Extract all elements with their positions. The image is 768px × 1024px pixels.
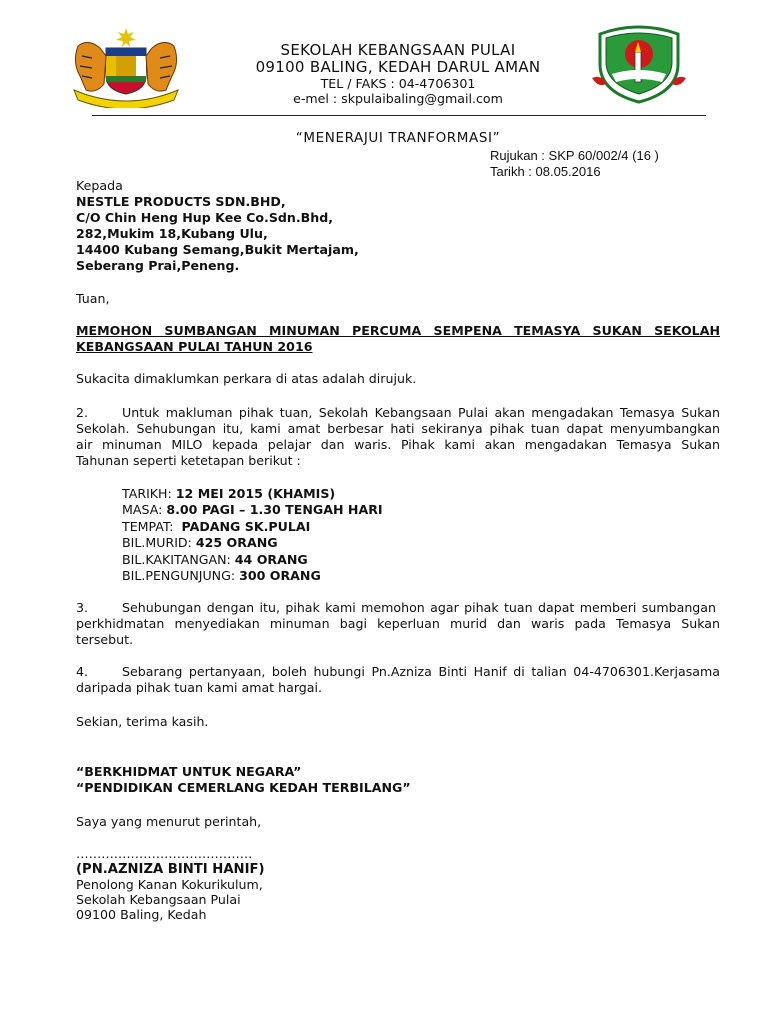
school-telephone: TEL / FAKS : 04-4706301 [320,76,476,91]
signatory-name: (PN.AZNIZA BINTI HANIF) [76,862,265,877]
school-address: 09100 BALING, KEDAH DARUL AMAN [255,58,541,76]
detail-label: TARIKH: [122,486,176,501]
school-email: e-mel : skpulaibaling@gmail.com [293,91,503,106]
signature-line: …………………………………… [76,846,253,861]
detail-label: TEMPAT: [122,518,182,534]
reference-number: Rujukan : SKP 60/002/4 (16 ) [490,148,659,163]
detail-label: BIL.KAKITANGAN: [122,551,235,567]
slogan: “BERKHIDMAT UNTUK NEGARA” [76,764,302,779]
salutation: Tuan, [76,291,110,306]
detail-row [122,568,383,584]
detail-value: PADANG SK.PULAI [181,518,311,534]
paragraph-line: Untuk makluman pihak tuan, Sekolah Kebangsaan Pulai akan mengadakan Temasya Sukan [122,405,720,420]
subject-line: MEMOHON SUMBANGAN MINUMAN PERCUMA SEMPENA TEMASYA SUKAN SEKOLAH [76,323,720,338]
signatory-school: Sekolah Kebangsaan Pulai [76,892,241,907]
school-badge-logo [590,22,688,106]
detail-row [122,552,383,568]
signatory-position: Penolong Kanan Kokurikulum, [76,877,263,892]
recipient-line: 14400 Kubang Semang,Bukit Mertajam, [76,242,359,257]
paragraph-line: tersebut. [76,632,134,647]
paragraph-number: 3. [76,600,89,615]
paragraph-number: 2. [76,405,89,420]
event-details [122,486,383,584]
paragraph-line: daripada pihak tuan kami amat hargai. [76,680,322,695]
detail-value: 8.00 PAGI – 1.30 TENGAH HARI [166,502,383,518]
letterhead-divider [92,115,706,116]
motto-heading: “MENERAJUI TRANFORMASI” [295,130,501,146]
paragraph-line: Sekolah. Sehubungan itu, kami amat berbesar hati sekiranya pihak tuan dapat menyumbangkan [76,421,720,436]
malaysia-coat-of-arms-logo [70,26,182,108]
kepada-label: Kepada [76,178,123,193]
detail-value: 44 ORANG [234,551,308,567]
recipient-line: 282,Mukim 18,Kubang Ulu, [76,226,268,241]
letter-date: Tarikh : 08.05.2016 [490,164,601,179]
detail-value: 12 MEI 2015 (KHAMIS) [175,486,336,501]
detail-label: BIL.PENGUNJUNG: [122,568,240,584]
slogan: “PENDIDIKAN CEMERLANG KEDAH TERBILANG” [76,780,411,795]
paragraph-line: Tahunan seperti ketetapan berikut : [76,453,301,468]
detail-value: 425 ORANG [195,535,278,551]
closing-line: Sekian, terima kasih. [76,714,209,729]
subject-line: KEBANGSAAN PULAI TAHUN 2016 [76,339,313,354]
opening-paragraph: Sukacita dimaklumkan perkara di atas adalah dirujuk. [76,371,417,386]
school-name: SEKOLAH KEBANGSAAN PULAI [280,41,516,59]
paragraph-line: air minuman MILO kepada pelajar dan waris. Pihak kami akan mengadakan Temasya Sukan [76,437,720,452]
paragraph-line: Sehubungan dengan itu, pihak kami memohon agar pihak tuan dapat memberi sumbangan [122,600,716,615]
detail-row [122,535,383,551]
detail-label: BIL.MURID: [122,535,196,551]
detail-row [122,519,383,535]
paragraph-number: 4. [76,664,89,679]
detail-row [122,502,383,518]
paragraph-line: Sebarang pertanyaan, boleh hubungi Pn.Azniza Binti Hanif di talian 04-4706301.Kerjasama [122,664,720,679]
detail-label: MASA: [122,502,167,518]
detail-row [122,486,383,502]
recipient-line: Seberang Prai,Peneng. [76,258,240,273]
yours-faithfully: Saya yang menurut perintah, [76,814,262,829]
paragraph-line: perkhidmatan menyediakan minuman bagi keperluan murid dan waris pada Temasya Sukan [76,616,720,631]
detail-value: 300 ORANG [239,568,321,584]
recipient-line: C/O Chin Heng Hup Kee Co.Sdn.Bhd, [76,210,334,225]
signatory-address: 09100 Baling, Kedah [76,907,207,922]
recipient-line: NESTLE PRODUCTS SDN.BHD, [76,194,286,209]
